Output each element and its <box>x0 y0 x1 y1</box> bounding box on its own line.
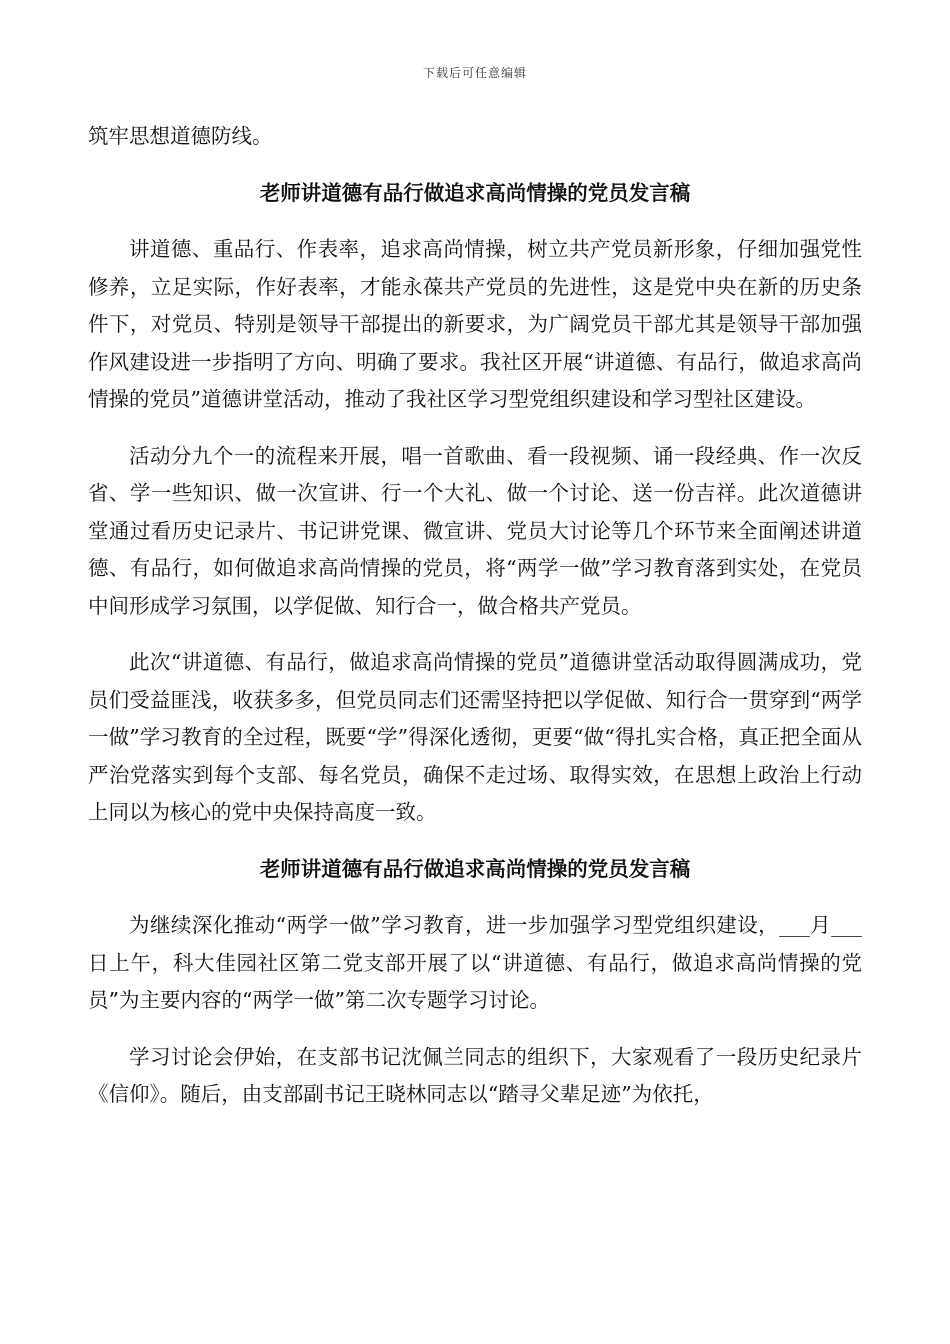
spacer <box>88 888 862 907</box>
paragraph-3: 此次“讲道德、有品行，做追求高尚情操的党员”道德讲堂活动取得圆满成功，党员们受益匪浅，收获多多，但党员同志们还需坚持把以学促做、知行合一贯穿到“两学一做”学习教育的全过程，既要“学”得深化透彻，更要“做“得扎实合格，真正把全面从严治党落实到每个支部、每名党员，确保不走过场、取得实效，在思想上政治上行动上同以为核心的党中央保持高度一致。 <box>88 650 862 824</box>
opening-fragment: 筑牢思想道德防线。 <box>88 124 273 148</box>
spacer <box>88 625 862 644</box>
section-heading-1: 老师讲道德有品行做追求高尚情操的党员发言稿 <box>259 180 691 205</box>
paragraph-1: 讲道德、重品行、作表率，追求高尚情操，树立共产党员新形象，仔细加强党性修养，立足实际，作好表率，才能永葆共产党员的先进性，这是党中央在新的历史条件下，对党员、特别是领导干部提出的新要求，为广阔党员干部尤其是领导干部加强作风建设进一步指明了方向、明确了要求。我社区开展“讲道德、有品行，做追求高尚情操的党员”道德讲堂活动，推动了我社区学习型党组织建设和学习型社区建设。 <box>88 237 862 411</box>
spacer <box>88 1020 862 1039</box>
document-body <box>88 118 862 1114</box>
paragraph-2: 活动分九个一的流程来开展，唱一首歌曲、看一段视频、诵一段经典、作一次反省、学一些知识、做一次宣讲、行一个大礼、做一个讨论、送一份吉祥。此次道德讲堂通过看历史记录片、书记讲党课、微宣讲、党员大讨论等几个环节来全面阐述讲道德、有品行，如何做追求高尚情操的党员，将“两学一做”学习教育落到实处，在党员中间形成学习氛围，以学促做、知行合一，做合格共产党员。 <box>88 443 862 618</box>
paragraph-5: 学习讨论会伊始，在支部书记沈佩兰同志的组织下，大家观看了一段历史纪录片《信仰》。随后，由支部副书记王晓林同志以“踏寻父辈足迹”为依托， <box>88 1044 862 1106</box>
spacer <box>88 156 862 175</box>
spacer <box>88 419 862 438</box>
spacer <box>88 832 862 851</box>
paragraph-4: 为继续深化推动“两学一做”学习教育，进一步加强学习型党组织建设，___月___日上午，科大佳园社区第二党支部开展了以“讲道德、有品行，做追求高尚情操的党员”为主要内容的“两学一做”第二次专题学习讨论。 <box>88 913 862 1012</box>
header-note: 下载后可任意编辑 <box>422 66 527 80</box>
section-heading-2: 老师讲道德有品行做追求高尚情操的党员发言稿 <box>259 856 691 881</box>
spacer <box>88 212 862 231</box>
